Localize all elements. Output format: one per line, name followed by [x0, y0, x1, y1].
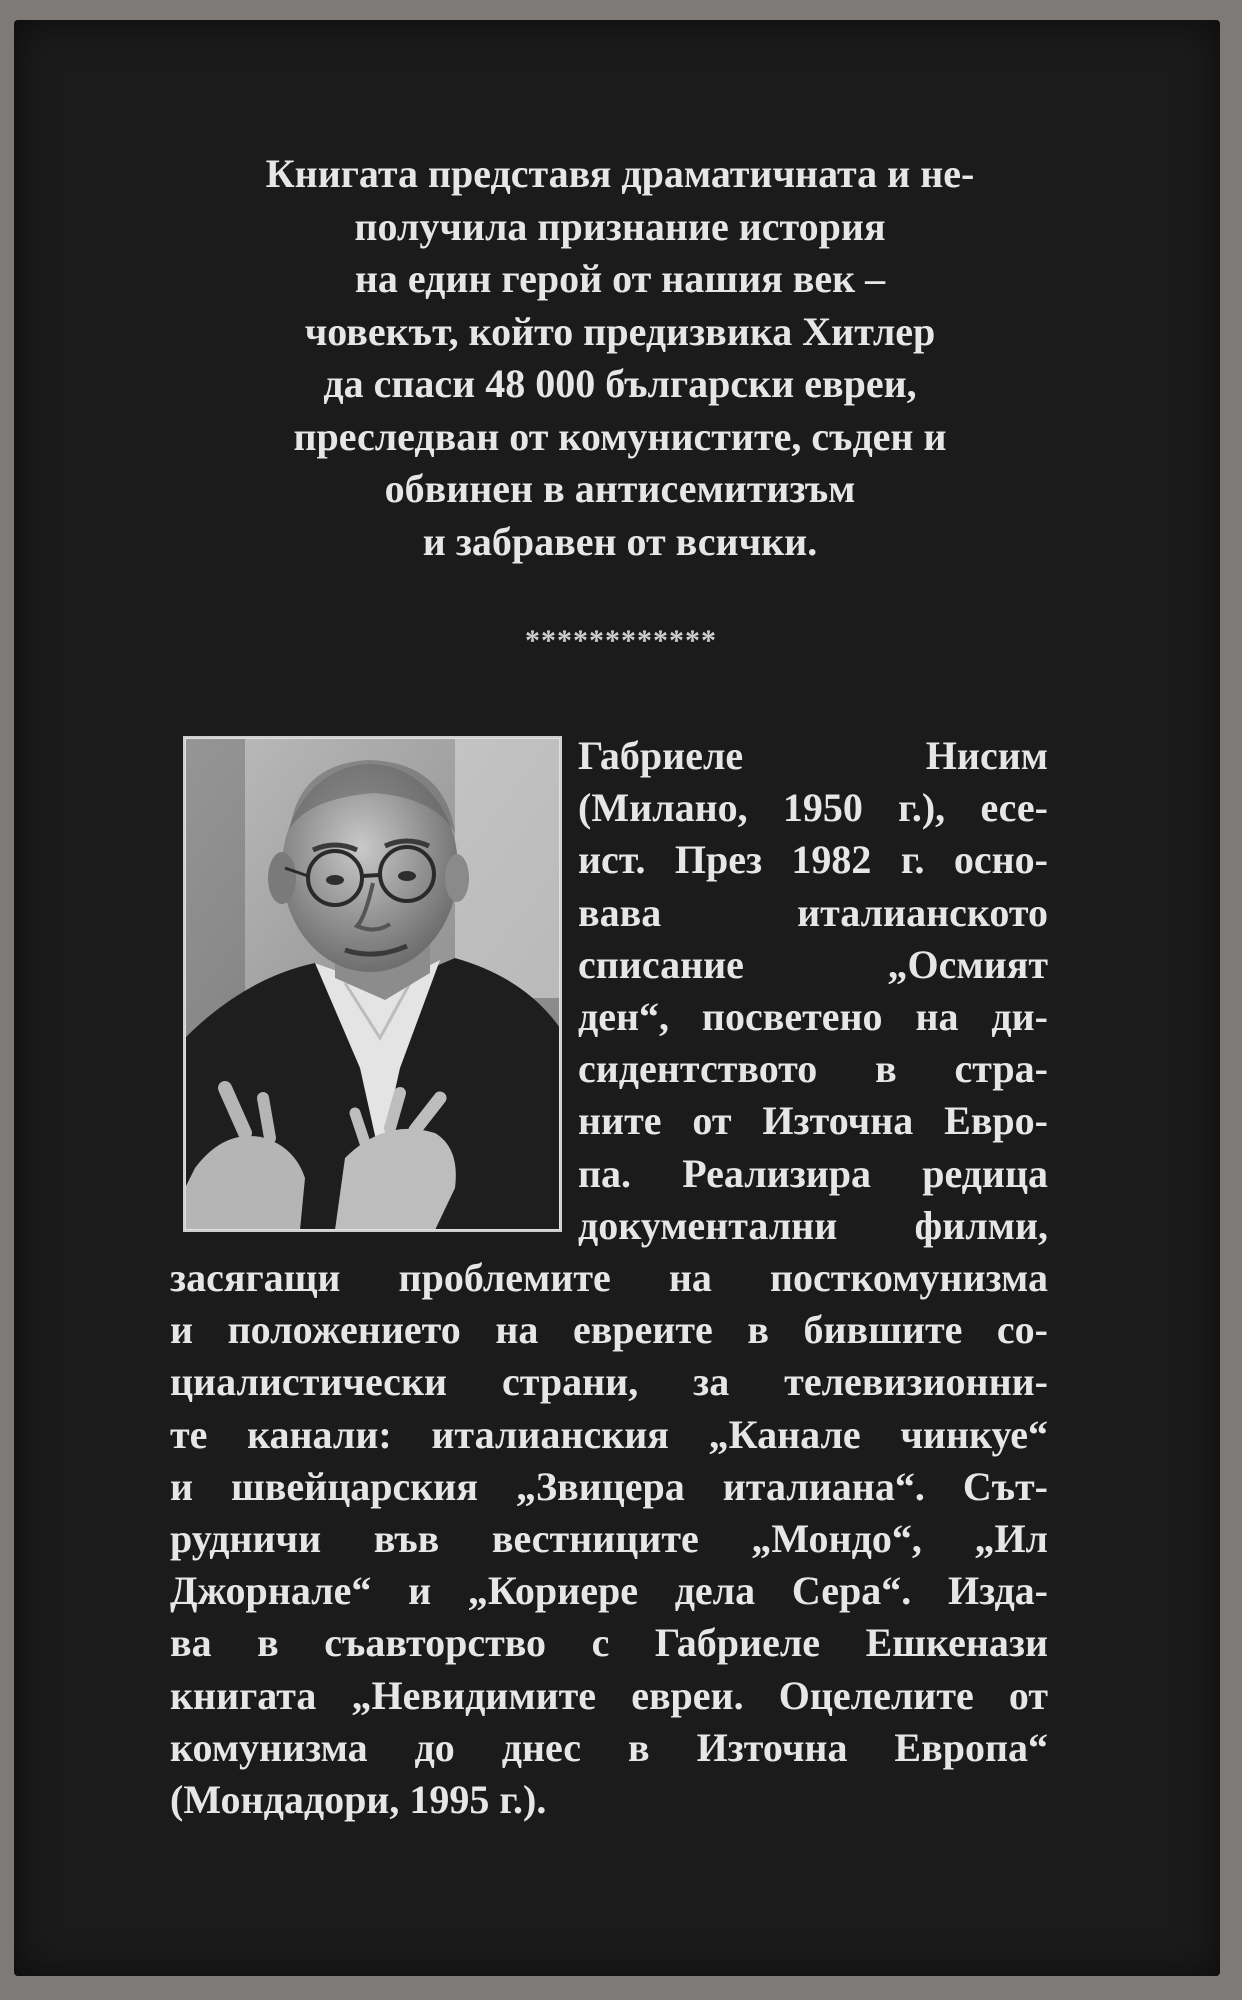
bio-line: ден“, посветено на ди- [578, 994, 1048, 1040]
bio-line: книгата „Невидимите евреи. Оцелелите от [170, 1672, 1048, 1718]
blurb-line: преследван от комунистите, съден и [293, 413, 947, 459]
bio-line: Джорнале“ и „Кориере дела Сера“. Изда- [170, 1568, 1048, 1614]
bio-line: и положението на евреите в бившите со- [170, 1307, 1048, 1353]
bio-line: Габриеле Нисим [578, 733, 1048, 778]
bio-line: и швейцарския „Звицера италиана“. Сът- [170, 1463, 1048, 1509]
bio-line: те канали: италианския „Канале чинкуе“ [170, 1411, 1048, 1457]
bio-line: ист. През 1982 г. осно- [578, 837, 1048, 883]
bio-line: документални филми, [578, 1202, 1048, 1248]
bio-line: ва в съавторство с Габриеле Ешкенази [170, 1620, 1048, 1666]
author-bio-side-column [578, 730, 1048, 1252]
blurb-line: обвинен в антисемитизъм [384, 466, 856, 511]
bio-line: рудничи във вестниците „Мондо“, „Ил [170, 1516, 1048, 1562]
blurb-line: и забравен от всички. [422, 518, 818, 564]
bio-line: комунизма до днес в Източна Европа“ [170, 1724, 1048, 1770]
bio-line: (Мондадори, 1995 г.). [170, 1777, 547, 1823]
blurb-line: да спаси 48 000 български евреи, [323, 361, 917, 406]
bio-line: па. Реализира редица [578, 1150, 1048, 1196]
blurb-line: човекът, който предизвика Хитлер [304, 308, 936, 354]
bio-line: сидентството в стра- [578, 1046, 1048, 1092]
bio-line: циалистически страни, за телевизионни- [170, 1359, 1048, 1405]
blurb-line: Книгата представя драматичната и не- [265, 151, 975, 196]
bio-line: списание „Осмият [578, 941, 1048, 987]
bio-line: (Милано, 1950 г.), есе- [578, 785, 1048, 831]
bio-line: вава италианското [578, 889, 1048, 935]
author-portrait-icon [185, 738, 560, 1230]
blurb-line: на един герой от нашия век – [354, 256, 886, 301]
bio-line: засягащи проблемите на посткомунизма [170, 1255, 1048, 1300]
separator-stars: ************ [525, 624, 717, 657]
blurb-line: получила признание история [354, 203, 886, 249]
author-bio-full-width [170, 1252, 1048, 1826]
bio-line: ните от Източна Евро- [578, 1098, 1048, 1144]
author-portrait-photo [183, 736, 562, 1232]
cover-blurb [150, 148, 1090, 568]
